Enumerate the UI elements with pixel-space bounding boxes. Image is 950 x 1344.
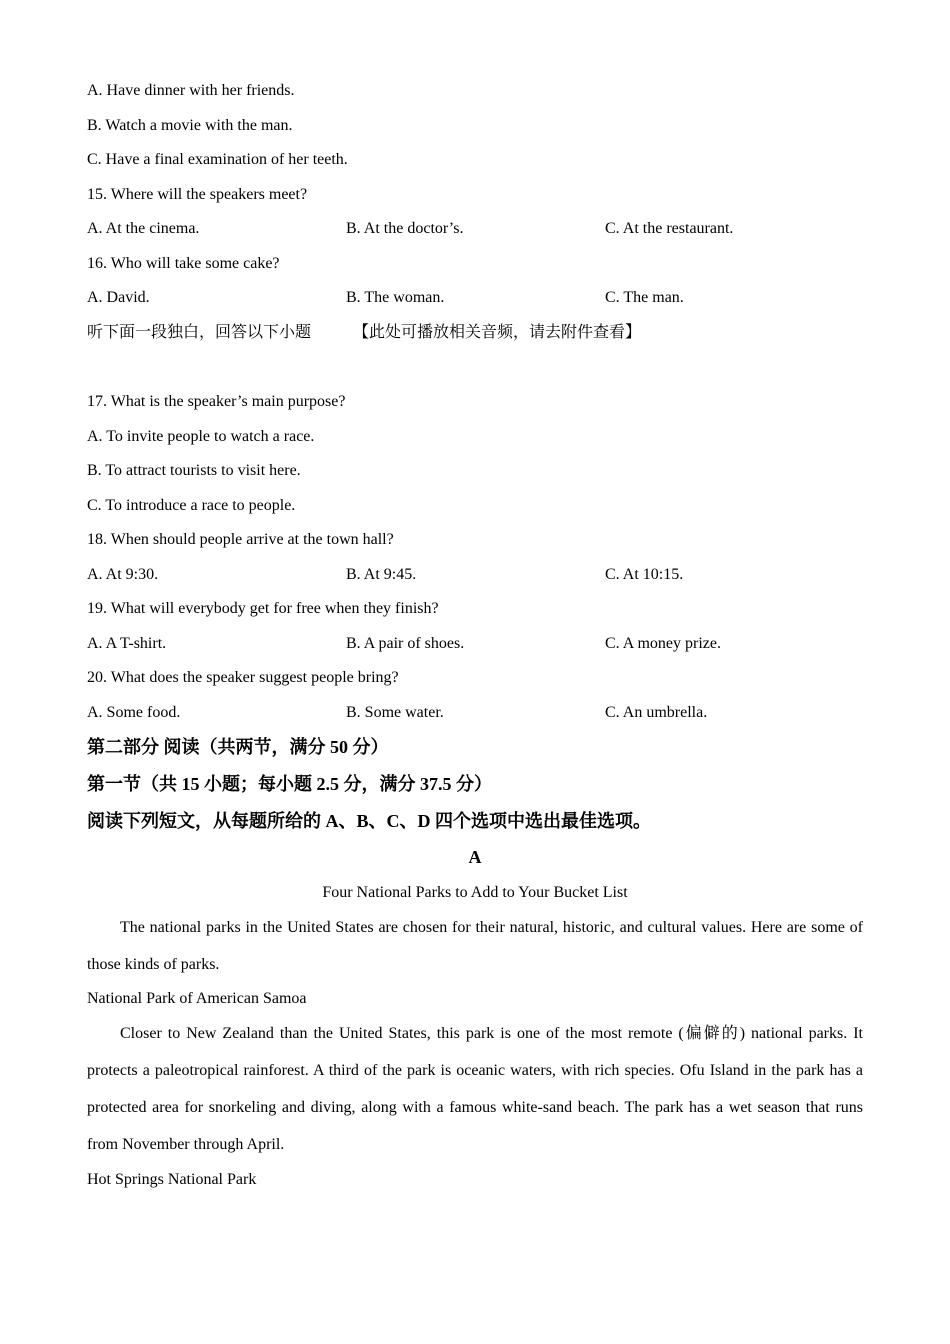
- q20-question: 20. What does the speaker suggest people bring?: [87, 669, 399, 686]
- q19-option-a: A. A T-shirt.: [87, 635, 167, 652]
- q14-option-a: A. Have dinner with her friends.: [87, 82, 295, 99]
- park-1-paragraph: Closer to New Zealand than the United States, this park is one of the most remote (偏僻的) national parks. It protects a paleotropical rainforest. A third of the park is oceanic waters, with rich species. Ofu Island in the park has a protected area for snorkeling and diving, along with a famous white-sand beach. The park has a wet season that runs from November through April.: [87, 1025, 863, 1153]
- q18-option-a: A. At 9:30.: [87, 566, 159, 583]
- q20-option-a: A. Some food.: [87, 704, 181, 721]
- q15-option-c: C. At the restaurant.: [605, 220, 734, 237]
- audio-attachment-note[interactable]: 【此处可播放相关音频，请去附件查看】: [353, 324, 642, 341]
- intro-paragraph: The national parks in the United States are chosen for their natural, historic, and cultural values. Here are some of those kinds of parks.: [87, 919, 863, 973]
- q20-options: [87, 703, 863, 723]
- reading-instructions: 阅读下列短文，从每题所给的 A、B、C、D 四个选项中选出最佳选项。: [87, 811, 651, 831]
- q16-option-a: A. David.: [87, 289, 150, 306]
- q18-option-c: C. At 10:15.: [605, 566, 684, 583]
- q17-option-b: B. To attract tourists to visit here.: [87, 462, 301, 479]
- q20-option-c: C. An umbrella.: [605, 704, 708, 721]
- monologue-intro: 听下面一段独白，回答以下小题: [87, 324, 312, 341]
- section-one-heading: 第一节（共 15 小题；每小题 2.5 分，满分 37.5 分）: [87, 774, 492, 794]
- q18-options: [87, 565, 863, 585]
- q17-option-a: A. To invite people to watch a race.: [87, 428, 315, 445]
- q16-option-b: B. The woman.: [346, 289, 445, 306]
- q17-question: 17. What is the speaker’s main purpose?: [87, 393, 346, 410]
- part-two-heading: 第二部分 阅读（共两节，满分 50 分）: [87, 737, 389, 757]
- q15-option-b: B. At the doctor’s.: [346, 220, 464, 237]
- q15-options: [87, 219, 863, 239]
- q17-option-c: C. To introduce a race to people.: [87, 497, 296, 514]
- passage-letter: A: [468, 847, 482, 867]
- park-2-name: Hot Springs National Park: [87, 1171, 257, 1188]
- q19-option-c: C. A money prize.: [605, 635, 721, 652]
- q15-option-a: A. At the cinema.: [87, 220, 200, 237]
- q14-option-b: B. Watch a movie with the man.: [87, 117, 293, 134]
- q19-option-b: B. A pair of shoes.: [346, 635, 465, 652]
- monologue-instruction: [87, 323, 641, 343]
- park-1-name: National Park of American Samoa: [87, 990, 307, 1007]
- q16-options: [87, 288, 863, 308]
- q14-option-c: C. Have a final examination of her teeth.: [87, 151, 348, 168]
- q16-question: 16. Who will take some cake?: [87, 255, 280, 272]
- q19-options: [87, 634, 863, 654]
- q18-option-b: B. At 9:45.: [346, 566, 417, 583]
- q16-option-c: C. The man.: [605, 289, 684, 306]
- q15-question: 15. Where will the speakers meet?: [87, 186, 308, 203]
- q19-question: 19. What will everybody get for free when they finish?: [87, 600, 439, 617]
- q20-option-b: B. Some water.: [346, 704, 444, 721]
- passage-title: Four National Parks to Add to Your Bucket List: [322, 884, 628, 901]
- q18-question: 18. When should people arrive at the town hall?: [87, 531, 394, 548]
